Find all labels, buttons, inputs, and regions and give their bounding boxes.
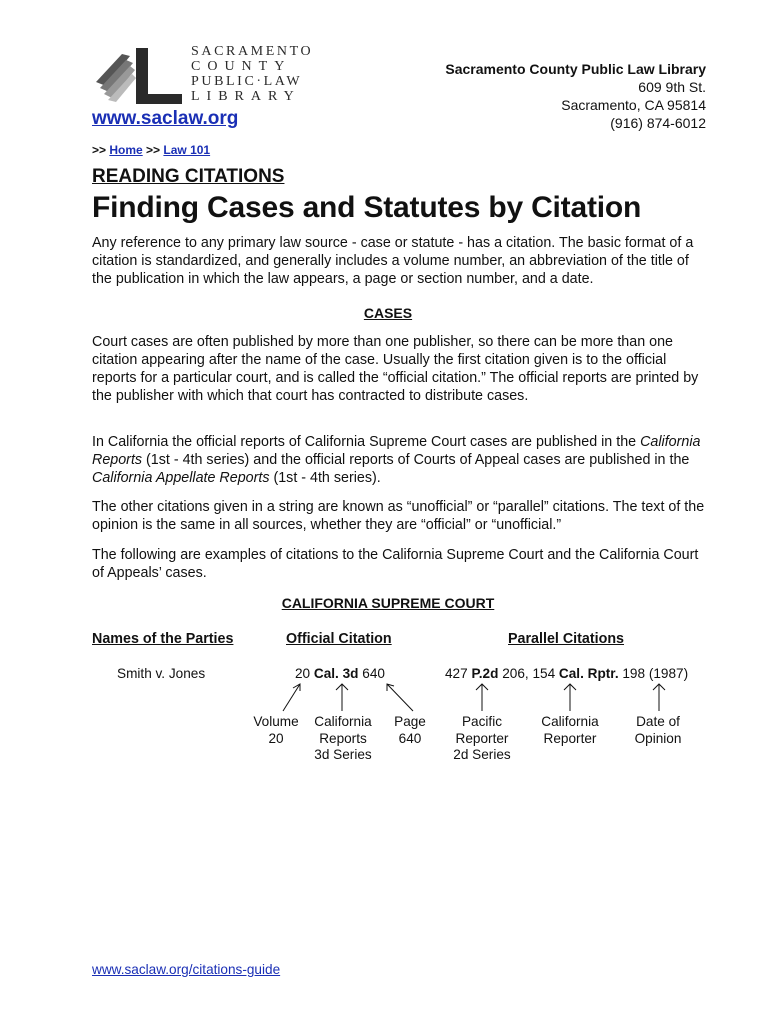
arrow-volume-icon — [283, 684, 300, 711]
arrow-date-icon — [653, 684, 665, 711]
logo-word-county: COUNTY — [191, 59, 292, 74]
p2-italic-california-reports: California Reports — [92, 434, 701, 468]
breadcrumb — [92, 143, 210, 157]
cases-heading: CASES — [363, 305, 413, 321]
label-pacific-reporter: Pacific Reporter 2d Series — [453, 714, 511, 762]
col-header-parties: Names of the Parties — [92, 631, 234, 647]
arrow-reporter-icon — [336, 684, 348, 711]
arrow-page-icon — [387, 684, 413, 711]
breadcrumb-law101-link[interactable]: Law 101 — [163, 143, 211, 157]
citations-guide-link[interactable]: www.saclaw.org/citations-guide — [92, 962, 281, 977]
library-city: Sacramento, CA 95814 — [561, 97, 706, 113]
intro-paragraph: Any reference to any primary law source - case or statute - has a citation. The basic format of a citation is standardized, and generally includes a volume number, an abbreviation of the title of the publication in which the law appears, a page or section number, and a date. — [92, 235, 694, 287]
col-header-official: Official Citation — [286, 631, 392, 647]
col-header-parallel: Parallel Citations — [508, 631, 625, 647]
parallel-volume-1: 427 — [445, 666, 468, 681]
parallel-reporter-2: Cal. Rptr. — [558, 666, 619, 681]
library-logo[interactable] — [92, 42, 314, 112]
cases-paragraph-2 — [92, 433, 712, 487]
logo-word-library: LIBRARY — [191, 89, 301, 104]
supreme-court-heading: CALIFORNIA SUPREME COURT — [281, 595, 495, 611]
label-page: Page 640 — [394, 714, 426, 746]
library-name: Sacramento County Public Law Library — [445, 61, 706, 77]
official-reporter: Cal. 3d — [313, 666, 359, 681]
official-page: 640 — [362, 666, 385, 681]
cases-paragraph-4: The following are examples of citations to the California Supreme Court and the California Court of Appeals’ cases. — [92, 547, 699, 581]
label-california-reporter: California Reporter — [541, 714, 599, 746]
library-address — [445, 60, 706, 132]
p2-text-a: In California the official reports of California Supreme Court cases are published in the — [92, 434, 641, 450]
cases-paragraph-1: Court cases are often published by more than one publisher, so there can be more than one citation appearing after the name of the case. Usually the first citation given is to the official reports for a particular court, and is called the “official citation.” The official reports are printed by the publisher with which that court has contracted to distribute cases. — [92, 334, 699, 404]
parallel-citations — [445, 666, 688, 681]
official-volume: 20 — [295, 666, 311, 681]
logo-word-public-law: PUBLIC·LAW — [191, 74, 303, 89]
parallel-end: 198 (1987) — [622, 666, 689, 681]
site-url-link[interactable]: www.saclaw.org — [92, 108, 239, 129]
breadcrumb-separator: >> — [92, 143, 107, 157]
book-stack-icon — [92, 42, 188, 106]
arrow-cal-reporter-icon — [564, 684, 576, 711]
library-street: 609 9th St. — [638, 79, 706, 95]
cases-paragraph-3: The other citations given in a string are known as “unofficial” or “parallel” citations. The text of the opinion is the same in all sources, whether they are “official” or “unofficial.” — [92, 499, 705, 533]
parallel-middle: 206, 154 — [502, 666, 556, 681]
label-date-of-opinion: Date of Opinion — [634, 714, 682, 746]
logo-word-sacramento: SACRAMENTO — [191, 44, 314, 59]
party-names: Smith v. Jones — [117, 666, 206, 681]
p2-italic-appellate-reports: California Appellate Reports — [92, 470, 270, 486]
section-kicker: READING CITATIONS — [92, 166, 285, 187]
breadcrumb-home-link[interactable]: Home — [109, 143, 143, 157]
p2-text-e: (1st - 4th series). — [269, 470, 381, 486]
library-phone: (916) 874-6012 — [610, 115, 706, 131]
parallel-reporter-1: P.2d — [471, 666, 499, 681]
arrow-pacific-icon — [476, 684, 488, 711]
label-volume: Volume 20 — [253, 714, 299, 746]
page-title: Finding Cases and Statutes by Citation — [92, 191, 642, 224]
official-citation — [295, 666, 385, 681]
label-california-reports: California Reports 3d Series — [314, 714, 372, 762]
breadcrumb-separator: >> — [146, 143, 161, 157]
p2-text-c: (1st - 4th series) and the official reports of Courts of Appeal cases are published in the — [142, 452, 690, 468]
